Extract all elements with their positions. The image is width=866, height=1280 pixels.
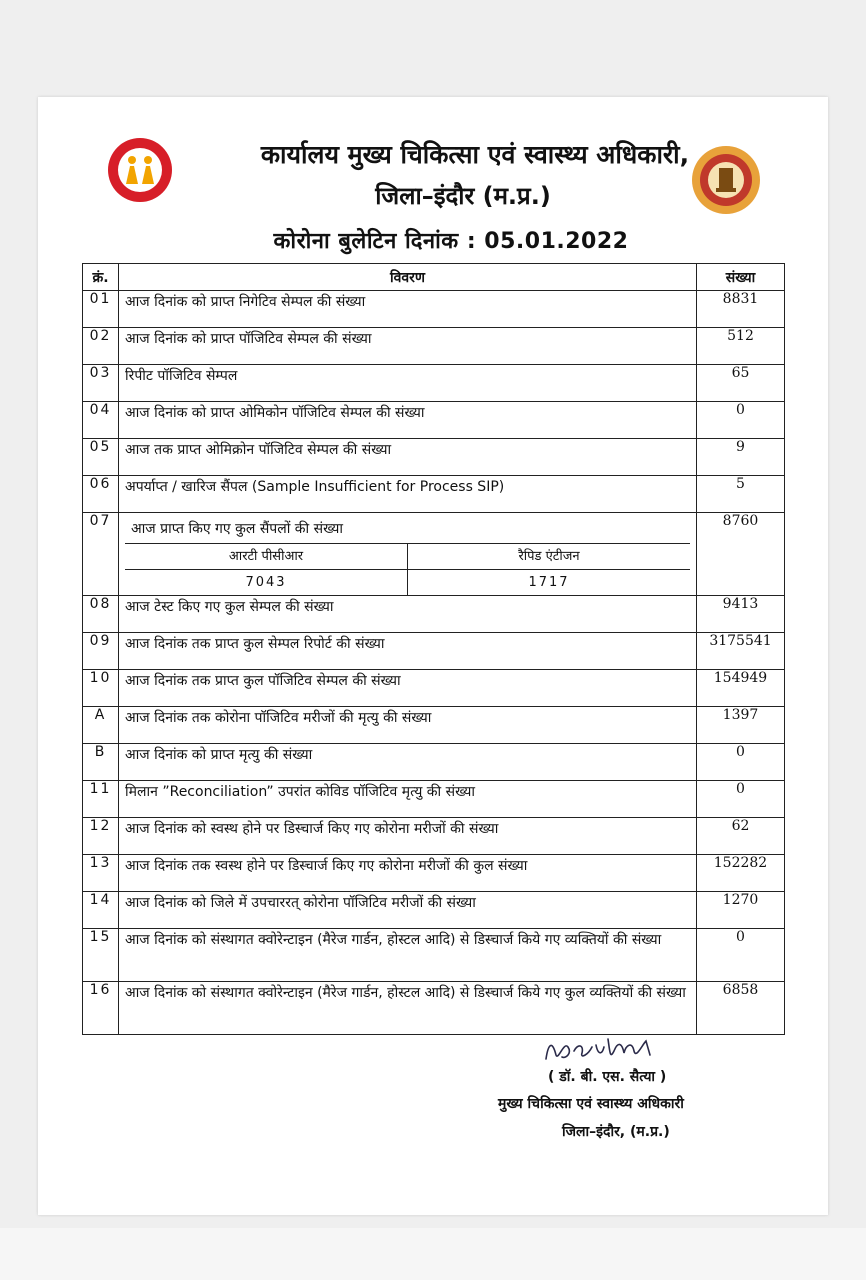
row-sn: 06: [83, 476, 119, 513]
bulletin-table: [82, 263, 785, 1035]
table-row: [83, 855, 785, 892]
row-description: आज दिनांक को संस्थागत क्वोरेन्टाइन (मैरेज गार्डन, होस्टल आदि) से डिस्चार्ज किये गए व्यक्तियों की संख्या: [119, 929, 697, 982]
header-sn: क्रं.: [83, 264, 119, 291]
row-description: आज दिनांक को प्राप्त मृत्यु की संख्या: [119, 744, 697, 781]
signatory-name: ( डॉ. बी. एस. सैत्या ): [548, 1069, 667, 1085]
signatory-designation: मुख्य चिकित्सा एवं स्वास्थ्य अधिकारी: [498, 1096, 684, 1112]
row-description-with-breakdown: [119, 513, 697, 596]
row-count: 9: [697, 439, 785, 476]
row-sn: 03: [83, 365, 119, 402]
row-sn: 01: [83, 291, 119, 328]
header-count: संख्या: [697, 264, 785, 291]
row-description: अपर्याप्त / खारिज सैंपल (Sample Insufficient for Process SIP): [119, 476, 697, 513]
row-count: 65: [697, 365, 785, 402]
table-row: [83, 513, 785, 596]
row-description: मिलान ”Reconciliation” उपरांत कोविड पॉजिटिव मृत्यु की संख्या: [119, 781, 697, 818]
table-row: [83, 328, 785, 365]
row-sn: 07: [83, 513, 119, 596]
bulletin-page: [38, 97, 828, 1215]
row-sn: 08: [83, 596, 119, 633]
signatory-district: जिला–इंदौर, (म.प्र.): [562, 1124, 670, 1140]
row-sn: 16: [83, 982, 119, 1035]
table-header-row: [83, 264, 785, 291]
table-row: [83, 670, 785, 707]
row-description: आज दिनांक को प्राप्त पॉजिटिव सेम्पल की संख्या: [119, 328, 697, 365]
table-row: [83, 365, 785, 402]
rapid-antigen-value: 1717: [408, 570, 691, 596]
table-row: [83, 439, 785, 476]
table-row: [83, 892, 785, 929]
rtpcr-label: आरटी पीसीआर: [125, 544, 408, 570]
row-count: 1270: [697, 892, 785, 929]
rapid-antigen-label: रैपिड एंटीजन: [408, 544, 691, 570]
table-row: [83, 707, 785, 744]
row-sn: 12: [83, 818, 119, 855]
row-sn: 15: [83, 929, 119, 982]
row-count: 6858: [697, 982, 785, 1035]
table-row: [83, 596, 785, 633]
row-count: 5: [697, 476, 785, 513]
row-sn: 13: [83, 855, 119, 892]
row-description: आज दिनांक तक कोरोना पॉजिटिव मरीजों की मृत्यु की संख्या: [119, 707, 697, 744]
row-description: रिपीट पॉजिटिव सेम्पल: [119, 365, 697, 402]
row-count: 8831: [697, 291, 785, 328]
row-count: 0: [697, 781, 785, 818]
row-description: आज दिनांक को जिले में उपचाररत् कोरोना पॉजिटिव मरीजों की संख्या: [119, 892, 697, 929]
row-count: 1397: [697, 707, 785, 744]
rtpcr-value: 7043: [125, 570, 408, 596]
header-description: विवरण: [119, 264, 697, 291]
row-count: 3175541: [697, 633, 785, 670]
row-sn: 05: [83, 439, 119, 476]
row-sn: B: [83, 744, 119, 781]
row-count: 0: [697, 402, 785, 439]
row-count: 0: [697, 929, 785, 982]
table-row: [83, 929, 785, 982]
row-count: 512: [697, 328, 785, 365]
row-description: आज दिनांक को संस्थागत क्वोरेन्टाइन (मैरेज गार्डन, होस्टल आदि) से डिस्चार्ज किये गए कुल व्यक्तियों की संख्या: [119, 982, 697, 1035]
table-row: [83, 476, 785, 513]
table-row: [83, 291, 785, 328]
row-description: आज दिनांक तक प्राप्त कुल पॉजिटिव सेम्पल की संख्या: [119, 670, 697, 707]
row-sn: 11: [83, 781, 119, 818]
row-sn: A: [83, 707, 119, 744]
row-sn: 10: [83, 670, 119, 707]
row-description: आज प्राप्त किए गए कुल सैंपलों की संख्या: [131, 521, 344, 537]
row-description: आज दिनांक को प्राप्त ओमिकोन पॉजिटिव सेम्पल की संख्या: [119, 402, 697, 439]
row-description: आज दिनांक तक स्वस्थ होने पर डिस्चार्ज किए गए कोरोना मरीजों की कुल संख्या: [119, 855, 697, 892]
row-description: आज दिनांक को स्वस्थ होने पर डिस्चार्ज किए गए कोरोना मरीजों की संख्या: [119, 818, 697, 855]
sample-breakdown-table: [125, 543, 690, 595]
row-description: आज टेस्ट किए गए कुल सेम्पल की संख्या: [119, 596, 697, 633]
bulletin-title: कोरोना बुलेटिन दिनांक : 05.01.2022: [273, 229, 629, 254]
table-row: [83, 744, 785, 781]
table-row: [83, 633, 785, 670]
row-count: 0: [697, 744, 785, 781]
row-count: 152282: [697, 855, 785, 892]
row-description: आज दिनांक को प्राप्त निगेटिव सेम्पल की संख्या: [119, 291, 697, 328]
row-sn: 04: [83, 402, 119, 439]
table-row: [83, 818, 785, 855]
row-count: 154949: [697, 670, 785, 707]
table-row: [83, 781, 785, 818]
office-title: कार्यालय मुख्य चिकित्सा एवं स्वास्थ्य अधिकारी,: [260, 140, 690, 169]
handwritten-signature: [538, 1025, 688, 1069]
table-row: [83, 402, 785, 439]
row-description: आज तक प्राप्त ओमिक्रोन पॉजिटिव सेम्पल की संख्या: [119, 439, 697, 476]
row-count: 62: [697, 818, 785, 855]
office-district: जिला–इंदौर (म.प्र.): [375, 182, 551, 210]
row-description: आज दिनांक तक प्राप्त कुल सेम्पल रिपोर्ट की संख्या: [119, 633, 697, 670]
row-count: 9413: [697, 596, 785, 633]
row-sn: 09: [83, 633, 119, 670]
row-count: 8760: [697, 513, 785, 596]
row-sn: 02: [83, 328, 119, 365]
row-sn: 14: [83, 892, 119, 929]
screen-bottom-band: [0, 1228, 866, 1280]
